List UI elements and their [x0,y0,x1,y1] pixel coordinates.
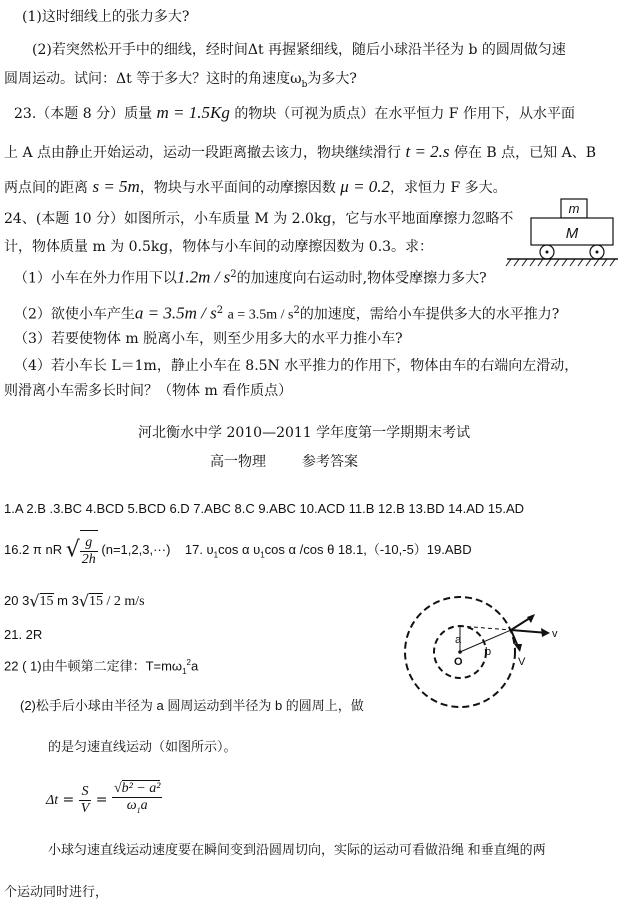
cart-figure [505,190,620,270]
answer-21: 21. 2R [4,627,43,642]
answer-22-part2-line1: (2)松手后小球由半径为 a 圆周运动到半径为 b 的圆周上，做 [20,698,364,713]
answer-22-explanation-line2: 个运动同时进行， [4,884,109,899]
exam-title: 河北衡水中学 2010—2011 学年度第一学期期末考试 [138,425,471,441]
circle-motion-figure [400,590,580,720]
q23-line3: 两点间的距离 s = 5m，物块与水平面间的动摩擦因数 μ = 0.2，求恒力 F 多大。 [4,177,507,196]
answer-22-part2-line2: 的是匀速直线运动（如图所示）。 [48,739,237,754]
block-m-label: m [568,201,580,216]
answers-mc: 1.A 2.B .3.BC 4.BCD 5.BCD 6.D 7.ABC 8.C 9.ABC 10.ACD 11.B 12.B 13.BD 14.AD 15.AD [4,501,524,516]
q24-part4-line2: 则滑离小车需多长时间？（物体 m 看作质点） [4,383,293,399]
q24-part2: （2）欲使小车产生$a = 3.5m / s^2$ $a = 3.5m / s^2$的加速度，需给小车提供多大的水平推力? [14,303,560,323]
q24-part4-line1: （4）若小车长 L＝1m，静止小车在 8.5N 水平推力的作用下，物体由车的右端向左滑动， [14,358,579,374]
q24-part3: （3）若要使物体 m 脱离小车，则至少用多大的水平力推小车? [14,331,403,347]
q24-part1: （1）小车在外力作用下以$1.2m / s^2$的加速度向右运动时,物体受摩擦力多大? [14,267,487,287]
q23-line1: 23.（本题 8 分）质量 m = 1.5Kg 的物块（可视为质点）在水平恒力 F 作用下，从水平面 [14,103,575,122]
label-b: b [485,646,492,658]
label-a: a [455,634,462,646]
delta-t-formula: Δt = $\frac{S}{V}$ = $\frac{\text{√b² − a²}}{\omega_1a}$ [46,781,161,816]
q21-part1: (1)这时细线上的张力多大? [22,9,190,25]
straight-path-dashed [460,626,511,630]
answer-16-17: 16.2 π nR √ $\frac{g}{2h}$ (n=1,2,3,···) 17. $\upsilon_1\cos$ α $\upsilon_1\cos$ α /cos θ 18.1,（-10,-5）19.ABD [4,530,472,570]
q24-line2: 计，物体质量 m 为 0.5kg，物体与小车间的动摩擦因数为 0.3。求： [4,239,434,255]
label-O: O [454,656,463,668]
answer-22-part1: 22 ( 1)由牛顿第二定律：$T=m\omega_1^2a$ [4,658,199,676]
answer-22-explanation-line1: 小球匀速直线运动速度要在瞬间变到沿圆周切向，实际的运动可看做沿绳 和垂直绳的两 [48,842,546,857]
answer-20: 20 3√15 m 3√15 / 2 m/s [4,591,145,611]
q23-line2: 上 A 点由静止开始运动，运动一段距离撤去该力，物块继续滑行 t = 2.s 停在 B 点，已知 A、B [4,142,597,161]
q21-part2-line1: (2)若突然松开手中的细线，经时间Δt 再握紧细线，随后小球沿半径为 b 的圆周做匀速 [32,42,566,58]
label-V: V [518,656,526,668]
cart-M-label: M [565,225,579,242]
q24-line1: 24、(本题 10 分）如图所示，小车质量 M 为 2.0kg，它与水平地面摩擦力忽略不 [4,211,514,227]
subject-title: 高一物理 参考答案 [210,454,358,470]
label-v: v [552,628,558,640]
q21-part2-line2: 圆周运动。试问：Δt 等于多大？这时的角速度$\omega_b$为多大? [4,71,357,90]
